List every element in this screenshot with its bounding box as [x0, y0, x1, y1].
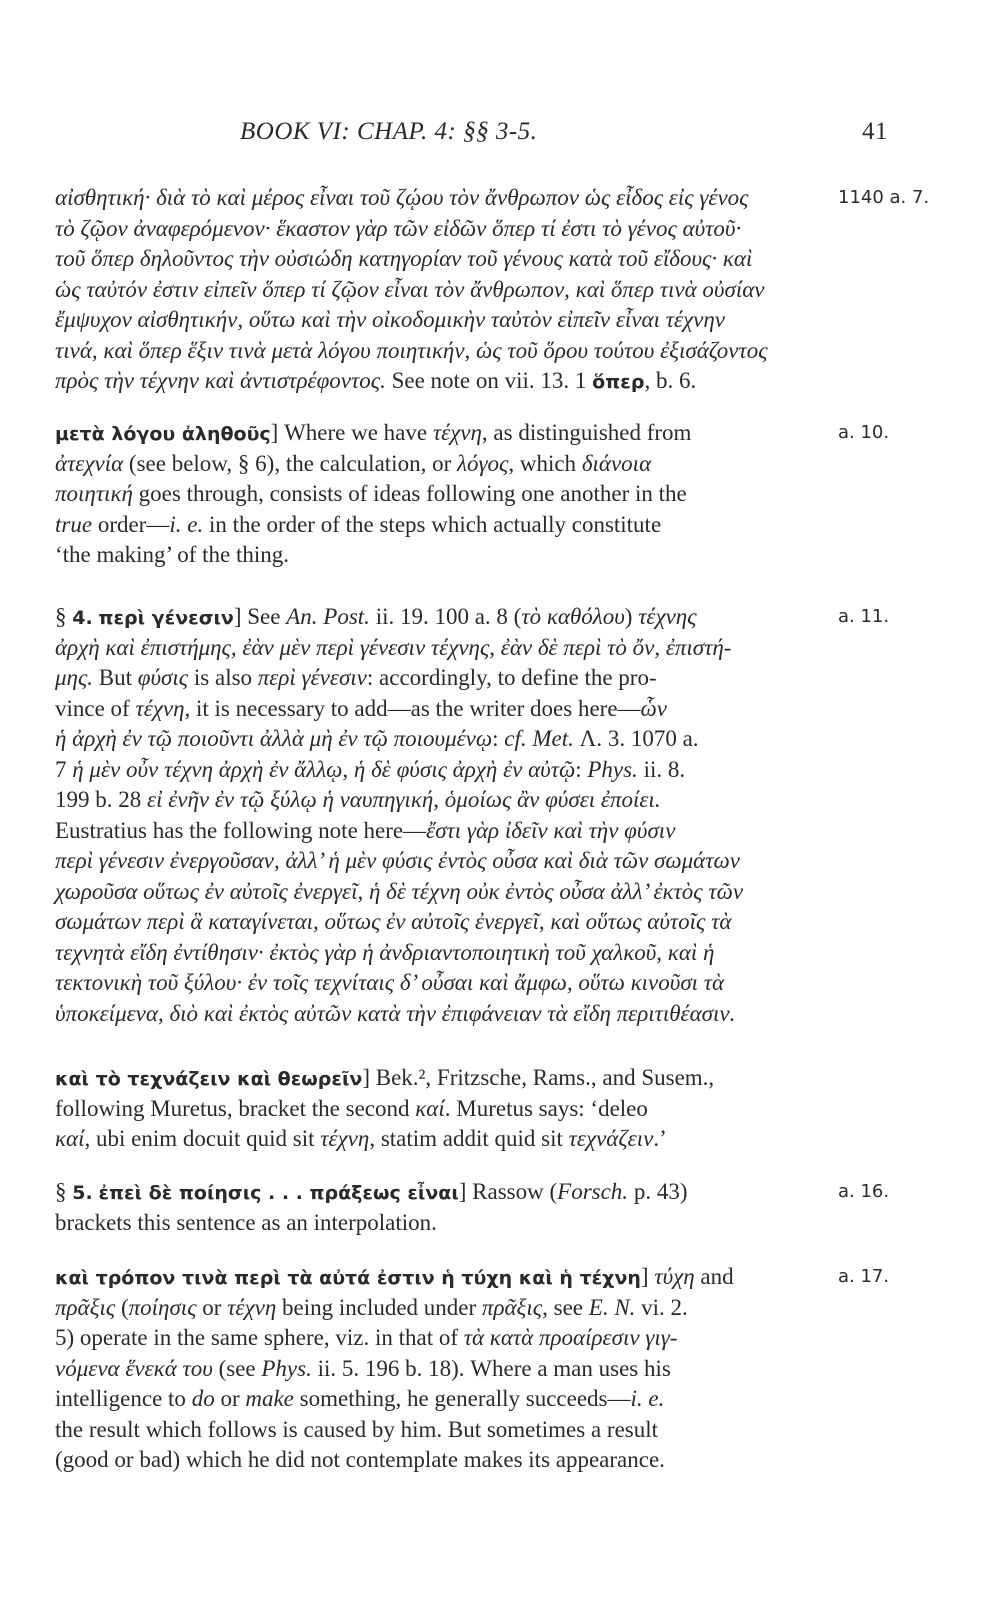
- text-line: [55, 694, 667, 724]
- italic-text: διάνοια: [581, 450, 652, 476]
- text-run: 7: [55, 756, 73, 782]
- text-line: [55, 663, 657, 693]
- italic-text: εἰ ἐνῆν ἐν τῷ ξύλῳ ἡ ναυπηγική, ὁμοίως ἂν φύσει ἐποίει.: [147, 787, 661, 812]
- text-run: , which: [508, 450, 582, 476]
- italic-text: χωροῦσα οὕτως ἐν αὐτοῖς ἐνεργεῖ, ἡ δὲ τέχνη οὐκ ἐντὸς οὖσα ἀλλ’ ἐκτὸς τῶν: [55, 878, 744, 904]
- italic-text: ὑποκείμενα, διὸ καὶ ἐκτὸς αὐτῶν κατὰ τὴν ἐπιφάνειαν τὰ εἴδη περιτιθέασιν.: [55, 1000, 736, 1026]
- running-title: BOOK VI: CHAP. 4: §§ 3-5.: [240, 118, 538, 145]
- text-line: [55, 846, 740, 876]
- italic-text: τέχνη: [432, 420, 482, 445]
- italic-text: φύσις: [137, 665, 189, 690]
- text-line: [55, 1208, 437, 1238]
- margin-reference: a. 17.: [838, 1266, 890, 1287]
- italic-text: do: [191, 1386, 215, 1411]
- italic-text: λόγος: [456, 450, 509, 476]
- text-run: vince of: [55, 695, 136, 721]
- text-run: following Muretus, bracket the second: [55, 1095, 416, 1121]
- text-run: or: [196, 1294, 228, 1320]
- text-line: [55, 968, 724, 998]
- margin-reference: a. 10.: [838, 422, 890, 443]
- italic-text: ἡ ἀρχὴ ἐν τῷ ποιοῦντι ἀλλὰ μὴ ἐν τῷ ποιουμένῳ: [55, 726, 493, 751]
- italic-text: E. N.: [588, 1294, 636, 1320]
- text-line: [55, 938, 714, 968]
- text-line: [55, 1323, 677, 1353]
- italic-text: ποιητική: [55, 481, 133, 506]
- italic-text: μης.: [55, 665, 94, 690]
- text-line: [55, 540, 289, 570]
- italic-text: ποίησις: [128, 1294, 197, 1320]
- italic-text: τὸ ζῷον ἀναφερόμενον· ἕκαστον γὰρ τῶν εἰδῶν ὅπερ τί ἐστι τὸ γένος αὐτοῦ·: [55, 215, 742, 241]
- text-run: , it is necessary to add—as the writer does here—: [184, 695, 641, 721]
- italic-text: πρᾶξις: [481, 1294, 543, 1320]
- italic-text: cf. Met.: [504, 726, 574, 751]
- text-run: ): [624, 604, 639, 629]
- italic-text: Phys.: [587, 756, 638, 782]
- text-run: ] Rassow (: [458, 1179, 558, 1204]
- text-run: (good or bad) which he did not contemplate makes its appearance.: [55, 1447, 665, 1472]
- italic-text: Phys.: [261, 1355, 312, 1381]
- text-line: [55, 877, 743, 907]
- margin-reference: 1140 a. 7.: [838, 187, 930, 208]
- running-header: [0, 118, 1000, 158]
- text-run: vi. 2.: [635, 1294, 688, 1320]
- text-run: §: [55, 1179, 73, 1204]
- text-run: ] See: [233, 604, 287, 629]
- text-run: goes through, consists of ideas following one another in the: [132, 481, 687, 506]
- italic-text: νόμενα ἕνεκά του: [55, 1355, 213, 1381]
- italic-text: ὡς ταὐτόν ἐστιν εἰπεῖν ὅπερ τί ζῷον εἶναι τὸν ἄνθρωπον, καὶ ὅπερ τινὰ οὐσίαν: [55, 276, 765, 302]
- text-run: See note on vii. 13. 1: [385, 368, 593, 393]
- text-run: something, he generally succeeds—: [293, 1386, 631, 1411]
- text-run: , see: [542, 1294, 589, 1320]
- text-run: But: [93, 665, 138, 690]
- text-line: [55, 1124, 667, 1154]
- text-line: [55, 479, 687, 509]
- text-run: .’: [653, 1126, 667, 1151]
- text-line: [55, 305, 725, 335]
- text-run: ‘the making’ of the thing.: [55, 542, 289, 567]
- page-number: 41: [862, 118, 888, 145]
- text-line: [55, 366, 696, 397]
- italic-text: true: [55, 511, 93, 537]
- text-line: [55, 999, 735, 1029]
- italic-text: ἀρχὴ καὶ ἐπιστήμης, ἐὰν μὲν περὶ γένεσιν τέχνης, ἐὰν δὲ περὶ τὸ ὄν, ἐπιστή-: [55, 634, 732, 660]
- lemma-text: ἐπεὶ δὲ ποίησις . . . πράξεως εἶναι: [98, 1182, 459, 1204]
- italic-text: ἔμψυχον αἰσθητικήν, οὕτω καὶ τὴν οἰκοδομικὴν ταὐτὸν εἰπεῖν εἶναι τέχνην: [55, 307, 725, 332]
- italic-text: τινά, καὶ ὅπερ ἕξιν τινὰ μετὰ λόγου ποιητικήν, ὡς τοῦ ὅρου τούτου ἐξισάζοντος: [55, 337, 768, 363]
- italic-text: τύχη: [654, 1264, 695, 1289]
- text-run: :: [575, 756, 588, 782]
- italic-text: τεχνητὰ εἴδη ἐντίθησιν· ἐκτὸς γὰρ ἡ ἀνδριαντοποιητικὴ τοῦ χαλκοῦ, καὶ ἡ: [55, 939, 715, 965]
- text-line: [55, 602, 697, 633]
- text-line: [55, 1354, 671, 1384]
- margin-reference: a. 16.: [838, 1181, 890, 1202]
- italic-text: τὸ καθόλου: [521, 604, 625, 629]
- lemma-text: ὅπερ: [592, 371, 645, 393]
- italic-text: τεχνάζειν: [568, 1126, 654, 1151]
- italic-text: ἡ μὲν οὖν τέχνη ἀρχὴ ἐν ἄλλῳ, ἡ δὲ φύσις ἀρχὴ ἐν αὐτῷ: [72, 756, 576, 782]
- text-run: §: [55, 604, 73, 629]
- text-line: [55, 755, 685, 785]
- lemma-text: καὶ τρόπον τινὰ περὶ τὰ αὐτά ἐστιν ἡ τύχη καὶ ἡ τέχνη: [55, 1267, 641, 1289]
- text-line: [55, 1415, 658, 1445]
- text-line: [55, 244, 752, 274]
- text-run: or: [214, 1386, 246, 1411]
- text-line: [55, 785, 661, 815]
- text-run: : accordingly, to define the pro-: [366, 665, 657, 690]
- text-line: [55, 1177, 687, 1208]
- lemma-text: μετὰ λόγου ἀληθοῦς: [55, 423, 271, 445]
- text-run: ii. 19. 100 a. 8 (: [369, 604, 522, 629]
- text-line: [55, 275, 765, 305]
- italic-text: τέχνη: [135, 695, 185, 721]
- text-line: [55, 907, 731, 937]
- text-run: Λ. 3. 1070 a.: [573, 726, 699, 751]
- lemma-text: περὶ γένεσιν: [98, 607, 234, 629]
- text-run: (see below, § 6), the calculation, or: [123, 450, 457, 476]
- italic-text: τὰ κατὰ προαίρεσιν γιγ-: [463, 1325, 678, 1350]
- text-run: , b. 6.: [644, 368, 697, 393]
- lemma-text: 4.: [72, 607, 93, 629]
- text-line: [55, 418, 691, 449]
- italic-text: περὶ γένεσιν: [257, 665, 367, 690]
- italic-text: Forsch.: [557, 1179, 629, 1204]
- text-run: in the order of the steps which actually constitute: [203, 511, 662, 537]
- text-line: [55, 1094, 648, 1124]
- text-line: [55, 1384, 664, 1414]
- italic-text: καί: [415, 1095, 445, 1121]
- text-run: 5) operate in the same sphere, viz. in that of: [55, 1325, 464, 1350]
- lemma-text: 5.: [72, 1182, 93, 1204]
- text-run: , ubi enim docuit quid sit: [84, 1126, 321, 1151]
- italic-text: ὧν: [640, 695, 667, 721]
- text-line: [55, 183, 749, 213]
- text-line: [55, 816, 675, 846]
- italic-text: τεκτονικὴ τοῦ ξύλου· ἐν τοῖς τεχνίταις δ’ οὖσαι καὶ ἄμφω, οὕτω κινοῦσι τὰ: [55, 970, 725, 995]
- italic-text: τέχνη: [320, 1126, 370, 1151]
- italic-text: καί: [55, 1126, 85, 1151]
- text-line: [55, 1063, 714, 1094]
- italic-text: make: [245, 1386, 294, 1411]
- text-line: [55, 1262, 734, 1293]
- text-run: (see: [212, 1355, 262, 1381]
- italic-text: τέχνης: [638, 604, 697, 629]
- text-run: ] Bek.², Fritzsche, Rams., and Susem.,: [362, 1065, 715, 1090]
- text-run: ]: [640, 1264, 655, 1289]
- italic-text: An. Post.: [286, 604, 370, 629]
- text-run: ii. 5. 196 b. 18). Where a man uses his: [311, 1355, 671, 1381]
- text-run: brackets this sentence as an interpolation.: [55, 1209, 437, 1235]
- text-line: [55, 449, 651, 479]
- lemma-text: καὶ τὸ τεχνάζειν καὶ θεωρεῖν: [55, 1068, 363, 1090]
- text-line: [55, 336, 768, 366]
- italic-text: περὶ γένεσιν ἐνεργοῦσαν, ἀλλ’ ἡ μὲν φύσις ἐντὸς οὖσα καὶ διὰ τῶν σωμάτων: [55, 848, 740, 873]
- text-run: and: [694, 1264, 734, 1289]
- text-run: order—: [92, 511, 170, 537]
- text-run: (: [115, 1294, 129, 1320]
- margin-reference: a. 11.: [838, 606, 890, 627]
- text-line: [55, 214, 741, 244]
- text-run: the result which follows is caused by him. But sometimes a result: [55, 1416, 659, 1442]
- text-run: p. 43): [628, 1179, 688, 1204]
- italic-text: i. e.: [630, 1386, 665, 1411]
- text-run: , statim addit quid sit: [369, 1126, 569, 1151]
- text-run: intelligence to: [55, 1386, 192, 1411]
- italic-text: i. e.: [169, 511, 204, 537]
- text-line: [55, 724, 699, 754]
- text-run: 199 b. 28: [55, 787, 147, 812]
- text-run: is also: [188, 665, 258, 690]
- italic-text: ἀτεχνία: [55, 450, 124, 476]
- text-run: . Muretus says: ‘deleo: [444, 1095, 648, 1121]
- italic-text: αἰσθητική· διὰ τὸ καὶ μέρος εἶναι τοῦ ζῴου τὸν ἄνθρωπον ὡς εἶδος εἰς γένος: [55, 185, 749, 210]
- text-run: being included under: [276, 1294, 482, 1320]
- text-line: [55, 510, 661, 540]
- italic-text: πρᾶξις: [55, 1294, 116, 1320]
- italic-text: τοῦ ὅπερ δηλοῦντος τὴν οὐσιώδη κατηγορίαν τοῦ γένους κατὰ τοῦ εἴδους· καὶ: [55, 246, 753, 271]
- text-line: [55, 1445, 665, 1475]
- italic-text: ἔστι γὰρ ἰδεῖν καὶ τὴν φύσιν: [426, 817, 676, 843]
- text-line: [55, 633, 731, 663]
- text-run: ] Where we have: [270, 420, 433, 445]
- text-run: , as distinguished from: [481, 420, 692, 445]
- text-run: ii. 8.: [637, 756, 686, 782]
- italic-text: τέχνη: [227, 1294, 277, 1320]
- italic-text: σωμάτων περὶ ἃ καταγίνεται, οὕτως ἐν αὐτοῖς ἐνεργεῖ, καὶ οὕτως αὐτοῖς τὰ: [55, 909, 732, 934]
- text-run: :: [492, 726, 505, 751]
- text-run: Eustratius has the following note here—: [55, 817, 427, 843]
- text-line: [55, 1293, 688, 1323]
- italic-text: πρὸς τὴν τέχνην καὶ ἀντιστρέφοντος.: [55, 368, 386, 393]
